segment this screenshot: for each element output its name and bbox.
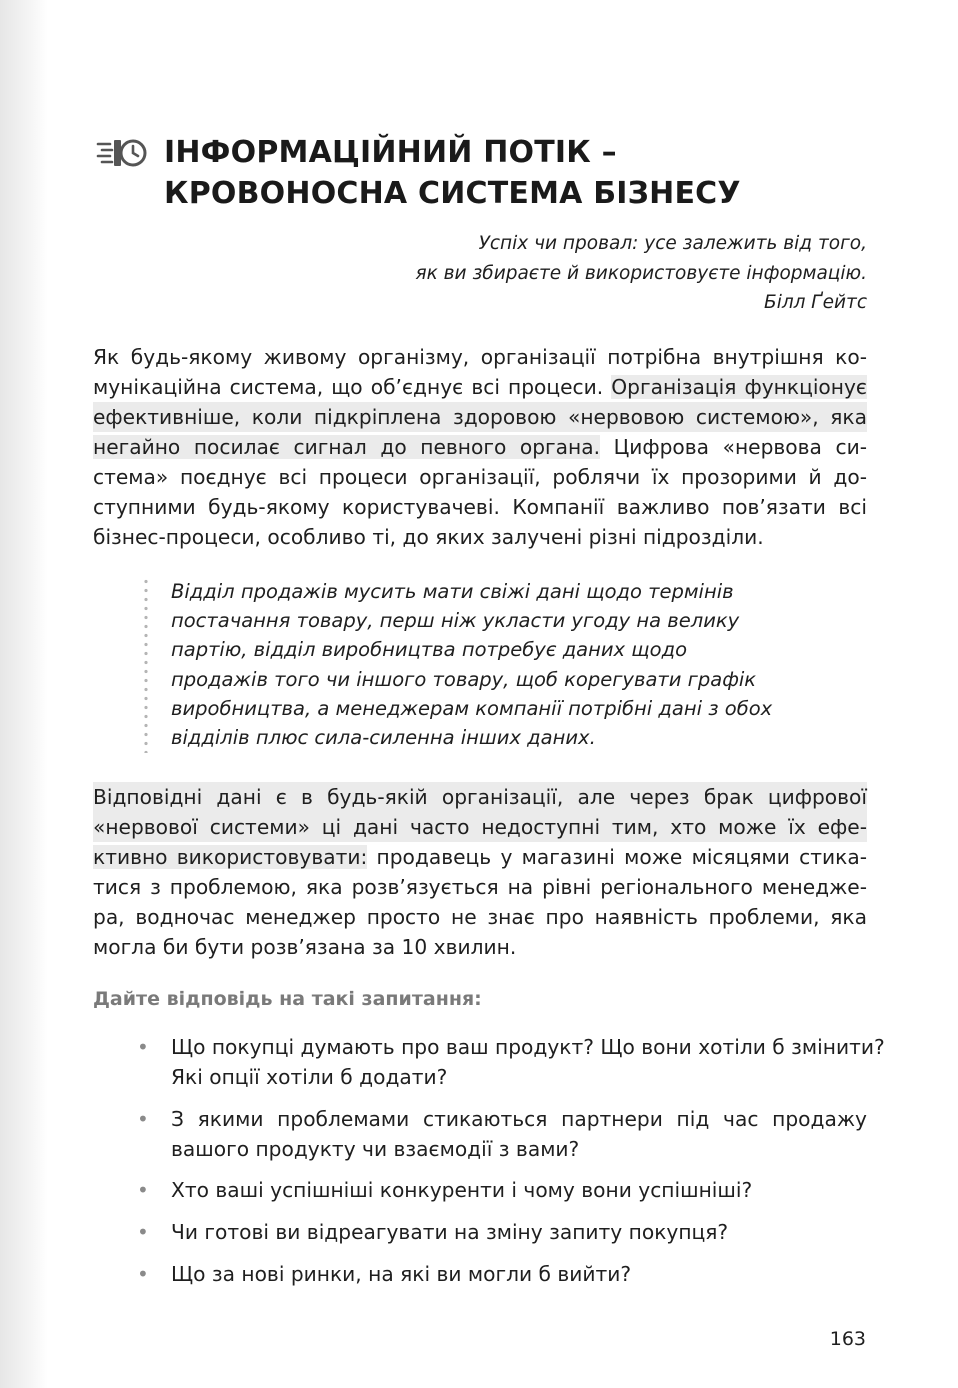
highlighted-text: негайно посилає сигнал до певного органа.	[93, 435, 600, 459]
title-line-1: ІНФОРМАЦІЙНИЙ ПОТІК –	[164, 135, 617, 170]
quote-block	[144, 575, 844, 755]
highlighted-text: «нервової системи» ці дані часто недоступні тим, хто може їх ефе-	[93, 812, 867, 842]
epigraph	[267, 229, 867, 318]
highlighted-text: ктивно використовувати:	[93, 845, 368, 869]
text-line: ра, водночас менеджер просто не знає про наявність проблеми, яка	[93, 905, 867, 929]
title-line-2: КРОВОНОСНА СИСТЕМА БІЗНЕСУ	[164, 176, 741, 211]
bullet-icon: •	[137, 1220, 149, 1244]
list-item-text: Хто ваші успішніші конкуренти і чому вони успішніші?	[171, 1178, 753, 1202]
page-title	[164, 132, 741, 214]
quote-line: продажів того чи іншого товару, щоб корегувати графік	[171, 667, 757, 691]
highlighted-text: Організація функціонує	[611, 375, 868, 399]
list-item	[137, 1104, 867, 1164]
list-item-text: вашого продукту чи взаємодії з вами?	[171, 1137, 580, 1161]
bullet-icon: •	[137, 1107, 149, 1131]
list-item-text: Що покупці думають про ваш продукт? Що вони хотіли б змінити?	[171, 1035, 885, 1059]
quote-line: виробництва, а менеджерам компанії потрібні дані з обох	[171, 696, 773, 720]
text-line: тися з проблемою, яка розв’язується на рівні регіонального менедже-	[93, 875, 867, 899]
quote-line: відділів плюс сила-силенна інших даних.	[171, 726, 596, 750]
quote-line: партію, відділ виробництва потребує даних щодо	[171, 638, 687, 662]
bullet-icon: •	[137, 1035, 149, 1059]
text-line: Як будь-якому живому організму, організації потрібна внутрішня ко-	[93, 345, 867, 369]
list-item-text: Які опції хотіли б додати?	[171, 1065, 448, 1089]
dotted-divider	[144, 577, 148, 753]
highlighted-text: ефективніше, коли підкріплена здоровою «нервовою системою», яка	[93, 402, 867, 432]
text-line: негайно посилає сигнал до певного органа. Цифрова «нервова си-	[93, 435, 867, 459]
questions-title: Дайте відповідь на такі запитання:	[93, 988, 482, 1010]
list-item	[137, 1259, 867, 1289]
page-gutter-shadow	[0, 0, 48, 1388]
list-item	[137, 1217, 867, 1247]
text-line: ступними будь-якому користувачеві. Компанії важливо пов’язати всі	[93, 495, 867, 519]
highlighted-text: Відповідні дані є в будь-якій організації, але через брак цифрової	[93, 782, 867, 812]
text-line: бізнес-процеси, особливо ті, до яких залучені різні підрозділи.	[93, 525, 764, 549]
text-line: ктивно використовувати: продавець у магазині може місяцями стика-	[93, 845, 867, 869]
list-item	[137, 1175, 867, 1205]
bullet-icon: •	[137, 1262, 149, 1286]
text-line: могла би бути розв’язана за 10 хвилин.	[93, 935, 517, 959]
quote-line: Відділ продажів мусить мати свіжі дані щодо термінів	[171, 580, 734, 603]
epigraph-line: як ви збираєте й використовуєте інформацію.	[415, 262, 867, 284]
list-item-text: Чи готові ви відреагувати на зміну запиту покупця?	[171, 1220, 729, 1244]
list-item	[137, 1032, 885, 1092]
epigraph-line: Успіх чи провал: усе залежить від того,	[478, 233, 867, 254]
quote-line: постачання товару, перш ніж укласти угоду на велику	[171, 609, 740, 633]
list-item-text: Що за нові ринки, на які ви могли б вийти?	[171, 1262, 632, 1286]
paragraph-1	[93, 342, 867, 552]
page-number: 163	[829, 1328, 866, 1350]
list-item-text: З якими проблемами стикаються партнери під час продажу	[171, 1107, 867, 1131]
fast-clock-icon	[96, 136, 148, 170]
bullet-icon: •	[137, 1178, 149, 1202]
questions-list	[137, 1032, 885, 1289]
epigraph-author: Білл Ґейтс	[764, 292, 867, 313]
text-line: мунікаційна система, що об’єднує всі процеси. Організація функціонує	[93, 375, 868, 399]
text-line: стема» поєднує всі процеси організації, роблячи їх прозорими й до-	[93, 465, 867, 489]
paragraph-2	[93, 782, 867, 962]
